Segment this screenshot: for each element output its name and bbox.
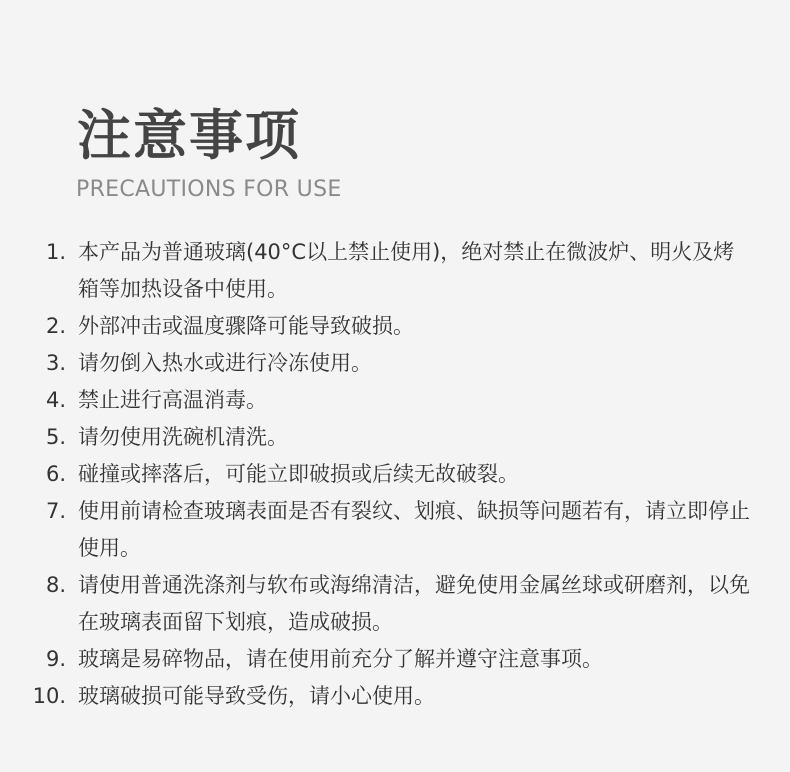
list-item <box>0 419 790 456</box>
item-text: 请勿使用洗碗机清洗。 <box>78 425 288 449</box>
item-text: 请使用普通洗涤剂与软布或海绵清洁，避免使用金属丝球或研磨剂，以免在玻璃表面留下划痕，造成破损。 <box>78 573 750 634</box>
list-item <box>0 493 790 567</box>
item-number: 3. <box>45 351 66 375</box>
list-item <box>0 308 790 345</box>
item-text: 使用前请检查玻璃表面是否有裂纹、划痕、缺损等问题若有，请立即停止使用。 <box>78 499 750 560</box>
list-item <box>0 641 790 678</box>
item-text: 禁止进行高温消毒。 <box>78 388 267 412</box>
item-text: 玻璃是易碎物品，请在使用前充分了解并遵守注意事项。 <box>78 647 603 671</box>
list-item <box>0 382 790 419</box>
item-number: 9. <box>45 647 66 671</box>
list-item <box>0 345 790 382</box>
item-number: 8. <box>45 573 66 597</box>
item-text: 请勿倒入热水或进行冷冻使用。 <box>78 351 372 375</box>
item-number: 7. <box>45 499 66 523</box>
item-text: 本产品为普通玻璃(40°C以上禁止使用)，绝对禁止在微波炉、明火及烤箱等加热设备中使用。 <box>78 240 735 301</box>
item-number: 6. <box>45 462 66 486</box>
page-subtitle: PRECAUTIONS FOR USE <box>76 177 342 202</box>
list-item <box>0 456 790 493</box>
item-text: 碰撞或摔落后，可能立即破损或后续无故破裂。 <box>78 462 519 486</box>
page-title: 注意事项 <box>77 104 301 167</box>
list-item <box>0 678 790 715</box>
item-number: 2. <box>45 314 66 338</box>
item-number: 4. <box>45 388 66 412</box>
item-number: 1. <box>45 240 66 264</box>
list-item <box>0 567 790 641</box>
item-text: 外部冲击或温度骤降可能导致破损。 <box>78 314 414 338</box>
list-item <box>0 234 790 308</box>
item-text: 玻璃破损可能导致受伤，请小心使用。 <box>78 684 435 708</box>
item-number: 5. <box>45 425 66 449</box>
item-number: 10. <box>32 684 66 708</box>
precautions-list <box>0 234 790 715</box>
